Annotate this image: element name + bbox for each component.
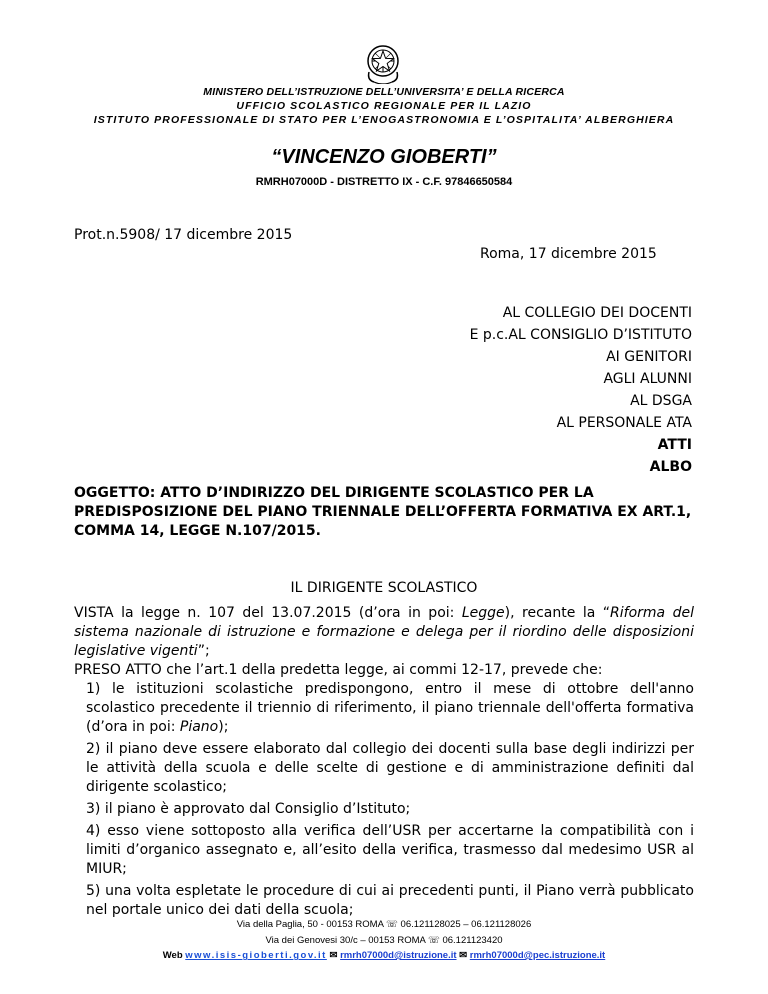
pec-email-link[interactable]: rmrh07000d@pec.istruzione.it — [469, 950, 606, 961]
regional-office-line: UFFICIO SCOLASTICO REGIONALE PER IL LAZIO — [236, 100, 532, 112]
list-item: 4) esso viene sottoposto alla verifica dell’USR per accertarne la compatibilità con i limiti d’organico assegnato e, all’esito della verifica, trasmesso dal medesimo USR al MIUR; — [86, 823, 694, 877]
school-name: “VINCENZO GIOBERTI” — [271, 146, 497, 168]
footer-address-1: Via della Paglia, 50 - 00153 ROMA ☏ 06.121128025 – 06.121128026 — [236, 919, 532, 930]
document-body — [74, 604, 694, 923]
recipient-item: AGLI ALUNNI — [603, 371, 692, 387]
mail-icon: ✉ — [329, 950, 338, 961]
mail-icon: ✉ — [459, 950, 468, 961]
recipient-item: AL COLLEGIO DEI DOCENTI — [502, 305, 692, 321]
recipient-item: E p.c.AL CONSIGLIO D’ISTITUTO — [469, 327, 692, 343]
recipient-item: AI GENITORI — [606, 349, 692, 365]
website-link[interactable]: www.isis-gioberti.gov.it — [185, 950, 327, 961]
list-item: 1) le istituzioni scolastiche predispongono, entro il mese di ottobre dell'anno scolastico precedente il triennio di riferimento, il piano triennale dell'offerta formativa (d’ora in poi: Piano); — [86, 681, 694, 735]
recipient-item: ALBO — [649, 459, 692, 475]
protocol-number: Prot.n.5908/ 17 dicembre 2015 — [74, 227, 293, 243]
footer-address-2: Via dei Genovesi 30/c – 00153 ROMA ☏ 06.121123420 — [265, 935, 503, 946]
recipient-item: AL DSGA — [630, 393, 692, 409]
preso-atto-paragraph: PRESO ATTO che l’art.1 della predetta legge, ai commi 12-17, prevede che: — [74, 662, 603, 678]
institute-line: ISTITUTO PROFESSIONALE DI STATO PER L’ENOGASTRONOMIA E L’OSPITALITA’ ALBERGHIERA — [93, 114, 675, 126]
footer-contacts: Web www.isis-gioberti.gov.it ✉ rmrh07000d@istruzione.it ✉ rmrh07000d@pec.istruzione.it — [162, 950, 606, 961]
list-item: 5) una volta espletate le procedure di cui ai precedenti punti, il Piano verrà pubblicato nel portale unico dei dati della scuola; — [86, 883, 694, 918]
list-item: 2) il piano deve essere elaborato dal collegio dei docenti sulla base degli indirizzi per le attività della scuola e delle scelte di gestione e di amministrazione definiti dal dirigente scolastico; — [86, 741, 694, 795]
provisions-list — [74, 680, 694, 920]
recipient-item: ATTI — [657, 437, 692, 453]
section-heading: IL DIRIGENTE SCOLASTICO — [290, 580, 478, 596]
recipients-list — [470, 302, 692, 478]
subject-heading: OGGETTO: ATTO D’INDIRIZZO DEL DIRIGENTE SCOLASTICO PER LA PREDISPOSIZIONE DEL PIANO TRIENNALE DELL’OFFERTA FORMATIVA EX ART.1, COMMA 14, LEGGE N.107/2015. — [74, 485, 692, 539]
email-link[interactable]: rmrh07000d@istruzione.it — [340, 950, 457, 961]
republic-emblem-icon — [364, 42, 402, 84]
school-codes: RMRH07000D - DISTRETTO IX - C.F. 97846650584 — [255, 176, 513, 188]
place-date: Roma, 17 dicembre 2015 — [480, 246, 657, 262]
recipient-item: AL PERSONALE ATA — [556, 415, 692, 431]
list-item: 3) il piano è approvato dal Consiglio d’Istituto; — [86, 801, 411, 817]
ministry-line: MINISTERO DELL’ISTRUZIONE DELL’UNIVERSITA’ E DELLA RICERCA — [203, 86, 565, 98]
vista-paragraph: VISTA la legge n. 107 del 13.07.2015 (d’ora in poi: Legge), recante la “Riforma del sistema nazionale di istruzione e formazione e delega per il riordino delle disposizioni legislative vigenti”; — [74, 605, 694, 659]
